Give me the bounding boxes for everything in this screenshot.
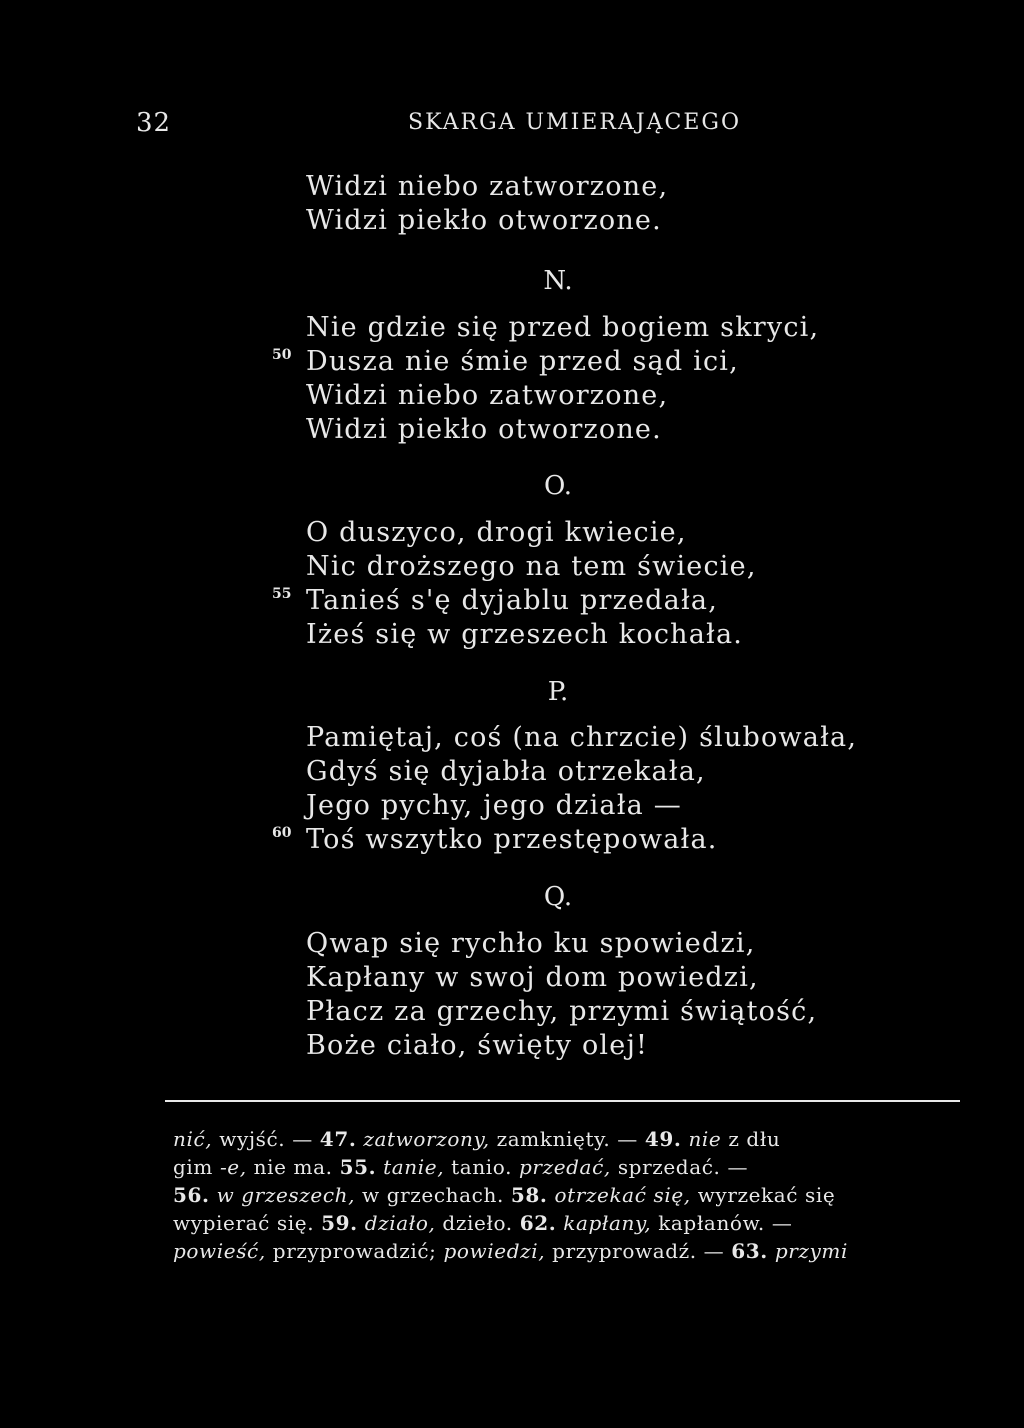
- footnote-term: przedać,: [519, 1155, 611, 1179]
- footnote-term: nić,: [173, 1127, 213, 1151]
- footnote-term: w grzeszech,: [216, 1183, 356, 1207]
- verse-line: Boże ciało, święty olej!: [306, 1030, 649, 1061]
- verse-line: Pamiętaj, coś (na chrzcie) ślubowała,: [306, 722, 858, 753]
- footnote-line: [173, 1153, 963, 1181]
- footnote-gloss: z dłu: [728, 1127, 781, 1151]
- stanza-p: [306, 721, 857, 857]
- footnote-gloss: wypierać się.: [173, 1211, 315, 1235]
- footnote-number: 59.: [321, 1211, 358, 1235]
- verse-line: Gdyś się dyjabła otrzekała,: [306, 756, 706, 787]
- footnote-gloss: kapłanów. —: [658, 1211, 793, 1235]
- footnote-gloss: w grzechach.: [362, 1183, 504, 1207]
- footnote-line: [173, 1209, 963, 1237]
- footnote-gloss: przyprowadzić;: [272, 1239, 437, 1263]
- footnote-gloss: wyjść. —: [219, 1127, 313, 1151]
- verse-line: Dusza nie śmie przed sąd ici,: [306, 346, 739, 377]
- line-number: 60: [272, 825, 292, 841]
- verse-line: Qwap się rychło ku spowiedzi,: [306, 928, 756, 959]
- line-number: 50: [272, 347, 292, 363]
- stanza-letter-q: Q.: [543, 882, 573, 912]
- stanza-letter-n: N.: [543, 266, 573, 296]
- verse-line: Widzi niebo zatworzone,: [306, 171, 669, 202]
- footnote-term: powiedzi,: [443, 1239, 546, 1263]
- footnote-term: przymi: [774, 1239, 848, 1263]
- footnote-gloss: wyrzekać się: [697, 1183, 836, 1207]
- stanza-q: [306, 927, 817, 1063]
- page-number: 32: [136, 108, 172, 138]
- footnote-term: powieść,: [173, 1239, 266, 1263]
- footnote-term: -e,: [219, 1155, 247, 1179]
- footnote-gloss: nie ma.: [253, 1155, 333, 1179]
- footnote-line: [173, 1237, 963, 1265]
- stanza-letter-o: O.: [543, 471, 573, 501]
- verse-line: Iżeś się w grzeszech kochała.: [306, 619, 744, 650]
- verse-line: Nic droższego na tem świecie,: [306, 551, 757, 582]
- footnote-term: kapłany,: [563, 1211, 652, 1235]
- running-title: SKARGA UMIERAJĄCEGO: [408, 110, 742, 135]
- footnote-term: zatworzony,: [363, 1127, 490, 1151]
- footnote-term: otrzekać się,: [554, 1183, 691, 1207]
- verse-line: O duszyco, drogi kwiecie,: [306, 517, 687, 548]
- footnote-gloss: przyprowadź. —: [552, 1239, 725, 1263]
- footnote-number: 49.: [644, 1127, 682, 1151]
- footnote-number: 62.: [519, 1211, 557, 1235]
- footnote-term: nie: [688, 1127, 722, 1151]
- footnote-line: [173, 1181, 963, 1209]
- line-number: 55: [272, 586, 292, 602]
- footnote-line: [173, 1125, 963, 1153]
- verse-line: Nie gdzie się przed bogiem skryci,: [306, 312, 820, 343]
- footnote-gloss: zamknięty. —: [496, 1127, 638, 1151]
- verse-line: Jego pychy, jego działa —: [306, 790, 682, 821]
- verse-line: Kapłany w swoj dom powiedzi,: [306, 962, 759, 993]
- verse-line: Toś wszytko przestępowała.: [306, 824, 718, 855]
- footnote-rule: [165, 1100, 960, 1102]
- footnote-number: 56.: [173, 1183, 210, 1207]
- footnote-gloss: gim: [173, 1155, 213, 1179]
- stanza-n: [306, 311, 819, 447]
- verse-line: Tanieś s'ę dyjablu przedała,: [306, 585, 718, 616]
- footnote-number: 63.: [731, 1239, 768, 1263]
- stanza-letter-p: P.: [547, 677, 569, 707]
- footnote-gloss: dzieło.: [442, 1211, 513, 1235]
- footnote-term: działo,: [364, 1211, 436, 1235]
- verse-line: Widzi piekło otworzone.: [306, 414, 662, 445]
- footnote-gloss: sprzedać. —: [617, 1155, 749, 1179]
- footnote-number: 47.: [319, 1127, 357, 1151]
- stanza-o: [306, 516, 757, 652]
- footnote-number: 58.: [510, 1183, 548, 1207]
- stanza-m-tail: [306, 170, 668, 238]
- footnote-number: 55.: [339, 1155, 377, 1179]
- footnotes: [173, 1125, 963, 1265]
- verse-line: Widzi niebo zatworzone,: [306, 380, 669, 411]
- footnote-gloss: tanio.: [451, 1155, 513, 1179]
- footnote-term: tanie,: [383, 1155, 445, 1179]
- verse-line: Płacz za grzechy, przymi świątość,: [306, 996, 818, 1027]
- verse-line: Widzi piekło otworzone.: [306, 205, 662, 236]
